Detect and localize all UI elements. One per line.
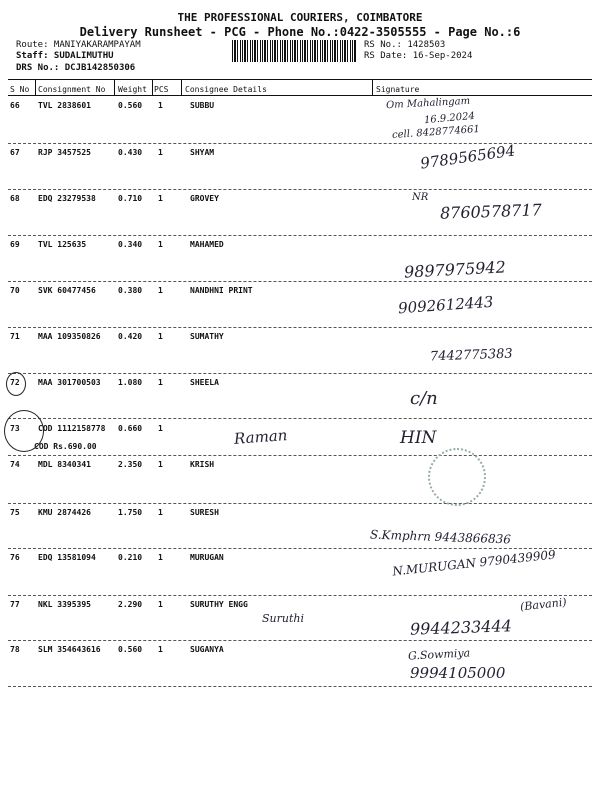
row-weight: 1.750 [118,508,143,517]
row-separator [8,327,592,328]
row-weight: 1.080 [118,378,143,387]
barcode [232,40,356,62]
col-divider [35,79,36,96]
row-weight: 2.290 [118,600,143,609]
row-sno: 68 [10,194,20,203]
row-weight: 0.560 [118,101,143,110]
row-weight: 0.710 [118,194,143,203]
row-separator [8,418,592,419]
signature-78-name: G.Sowmiya [407,646,471,663]
row-separator [8,281,592,282]
signature-71: 7442775383 [429,346,513,365]
row-sno: 78 [10,645,20,654]
row-separator [8,595,592,596]
row-weight: 0.660 [118,424,143,433]
col-header-details: Consignee Details [185,85,267,94]
row-pcs: 1 [158,332,163,341]
row-pcs: 1 [158,600,163,609]
row-consignee: MURUGAN [190,553,224,562]
row-pcs: 1 [158,101,163,110]
row-weight: 0.420 [118,332,143,341]
header-bottom-rule [8,95,592,96]
row-sno: 69 [10,240,20,249]
signature-72: c/n [410,388,438,409]
row-sno: 71 [10,332,20,341]
signature-77-name: (Bavani) [519,595,568,614]
signature-66: Om Mahalingam [385,95,471,112]
row-consignment: SVK 60477456 [38,286,96,295]
row-pcs: 1 [158,553,163,562]
row-sno: 73 [10,424,20,433]
row-consignment: RJP 3457525 [38,148,91,157]
row-sno: 72 [10,378,20,387]
consignee-77-handwritten: Suruthi [262,612,304,625]
row-consignment: KMU 2874426 [38,508,91,517]
row-consignee: NANDHNI PRINT [190,286,253,295]
row-sno: 77 [10,600,20,609]
row-sno: 67 [10,148,20,157]
row-separator [8,373,592,374]
row-separator [8,189,592,190]
col-header-signature: Signature [376,85,420,94]
staff-label: Staff: SUDALIMUTHU [16,51,114,61]
row-pcs: 1 [158,424,163,433]
row-weight: 2.350 [118,460,143,469]
rs-date: RS Date: 16-Sep-2024 [364,51,473,61]
col-divider [114,79,115,96]
col-header-weight: Weight [118,85,147,94]
row-consignment: MAA 109350826 [38,332,101,341]
company-title: THE PROFESSIONAL COURIERS, COIMBATORE [177,11,423,24]
row-sno: 76 [10,553,20,562]
row-separator [8,455,592,456]
signature-69: 9897975942 [403,257,507,282]
row-pcs: 1 [158,378,163,387]
row-consignee: SUBBU [190,101,215,110]
row-consignment: SLM 354643616 [38,645,101,654]
row-weight: 0.380 [118,286,143,295]
row-pcs: 1 [158,148,163,157]
rs-number: RS No.: 1428503 [364,40,446,50]
row-consignee: SHYAM [190,148,215,157]
signature-73: HIN [400,428,437,448]
row-consignee: SURESH [190,508,219,517]
row-pcs: 1 [158,460,163,469]
row-consignee: SUMATHY [190,332,224,341]
row-weight: 0.340 [118,240,143,249]
col-divider [181,79,182,96]
route-label: Route: MANIYAKARAMPAYAM [16,40,141,50]
signature-76: N.MURUGAN 9790439909 [391,547,557,579]
row-pcs: 1 [158,508,163,517]
row-consignment: MDL 8340341 [38,460,91,469]
row-pcs: 1 [158,194,163,203]
signature-70: 9092612443 [397,292,494,318]
row-consignment: TVL 2838601 [38,101,91,110]
row-sno: 66 [10,101,20,110]
signature-68-initials: NR [412,192,429,203]
row-weight: 0.560 [118,645,143,654]
col-divider [152,79,153,96]
signature-77: 9944233444 [409,616,513,639]
pen-circle [4,410,44,452]
row-sno: 70 [10,286,20,295]
row-pcs: 1 [158,240,163,249]
row-consignment: EDQ 23279538 [38,194,96,203]
row-separator [8,235,592,236]
row-consignment: NKL 3395395 [38,600,91,609]
row-consignment: TVL 125635 [38,240,87,249]
row-weight: 0.210 [118,553,143,562]
consignee-73-handwritten: Raman [233,426,288,448]
col-header-consignment: Consignment No [38,85,106,94]
col-header-sno: S No [10,85,30,94]
row-separator [8,548,592,549]
runsheet-title: Delivery Runsheet - PCG - Phone No.:0422-3505555 - Page No.:6 [79,25,521,39]
row-sno: 74 [10,460,20,469]
row-consignment: COD 1112158778 [38,424,106,433]
row-consignee: SURUTHY ENGG [190,600,248,609]
signature-75: S.Kmphrn 9443866836 [369,527,512,547]
row-consignee: SUGANYA [190,645,224,654]
row-cod-amount: COD Rs.690.00 [34,442,97,451]
row-consignment: EDQ 13581094 [38,553,96,562]
pen-circle [6,372,26,396]
row-consignment: MAA 301700503 [38,378,101,387]
col-divider [372,79,373,96]
row-sno: 75 [10,508,20,517]
drs-label: DRS No.: DCJB142850306 [16,63,136,73]
col-header-pcs: PCS [154,85,169,94]
row-separator [8,640,592,641]
row-consignee: MAHAMED [190,240,224,249]
company-stamp [428,448,486,506]
row-separator [8,503,592,504]
signature-68: 8760578717 [439,200,543,223]
signature-78: 9994105000 [410,664,506,682]
row-consignee: GROVEY [190,194,219,203]
row-consignee: KRISH [190,460,215,469]
row-weight: 0.430 [118,148,143,157]
signature-66-date: 16.9.2024 [423,110,476,127]
row-consignee: SHEELA [190,378,219,387]
row-pcs: 1 [158,645,163,654]
header-top-rule [8,79,592,80]
signature-67: 9789565694 [419,141,517,173]
signature-66-phone: cell. 8428774661 [391,123,481,142]
row-separator [8,686,592,687]
row-pcs: 1 [158,286,163,295]
